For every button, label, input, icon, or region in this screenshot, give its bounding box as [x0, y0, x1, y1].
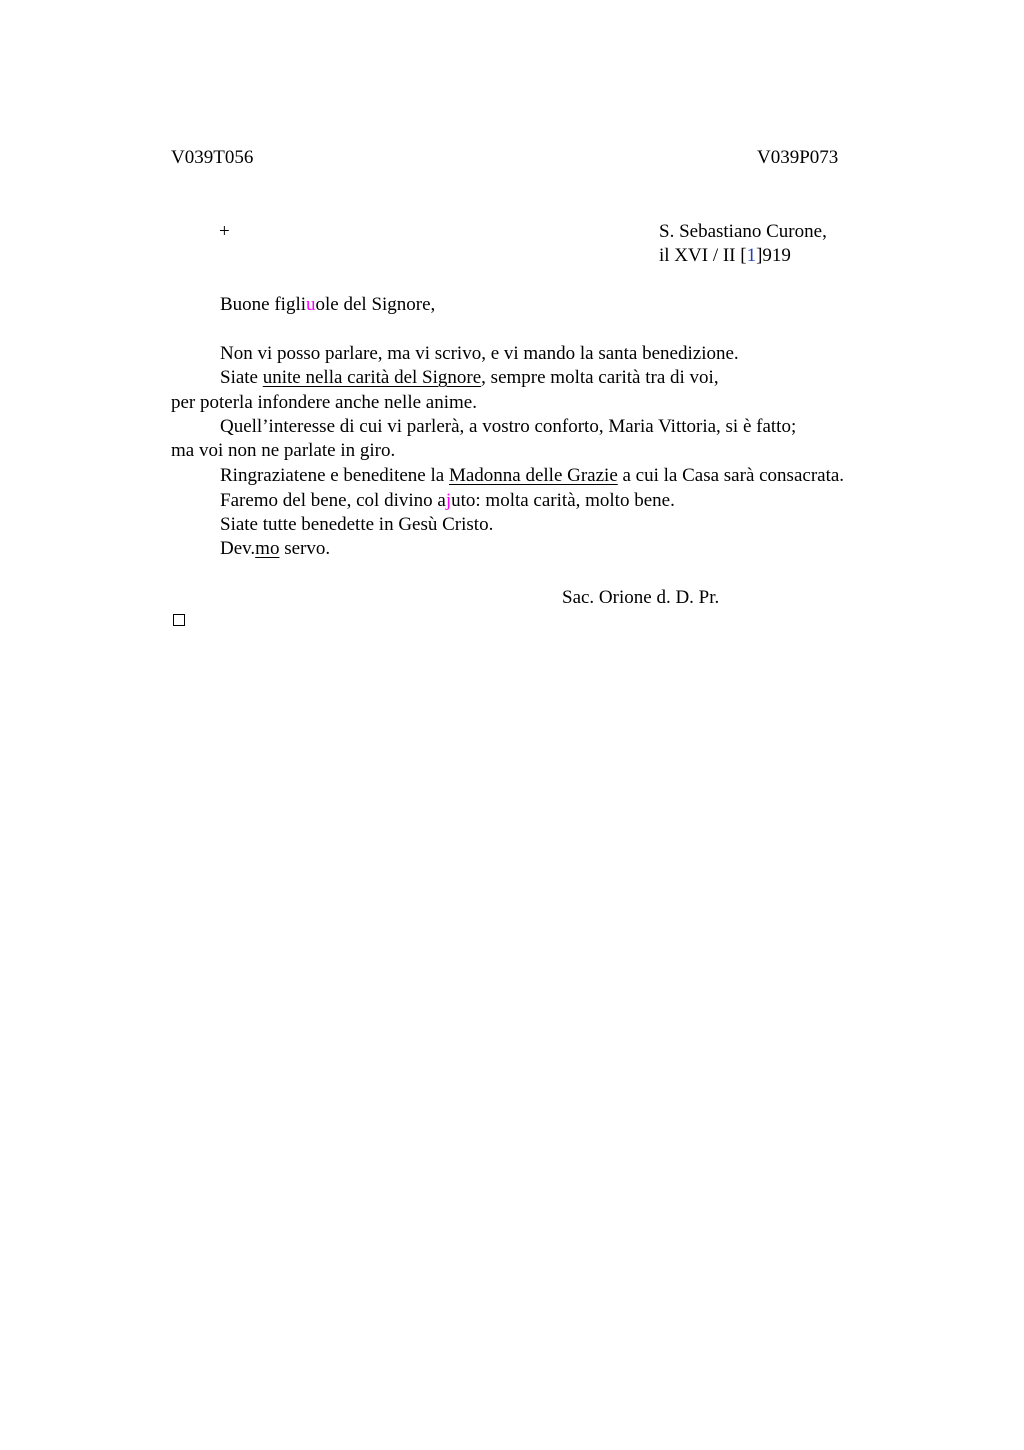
signature: Sac. Orione d. D. Pr. [562, 587, 720, 608]
line7-after: uto: molta carità, molto bene. [451, 490, 675, 511]
letter-place: S. Sebastiano Curone, [659, 221, 827, 242]
end-of-document-box [173, 614, 185, 626]
body-line-2 [220, 366, 719, 390]
body-line-1: Non vi posso parlare, ma vi scrivo, e vi mando la santa benedizione. [220, 343, 739, 364]
body-line-5: ma voi non ne parlate in giro. [171, 440, 396, 461]
closing-after: servo. [279, 538, 331, 559]
body-line-7 [220, 489, 675, 513]
closing-before: Dev. [220, 538, 256, 559]
body-line-3: per poterla infondere anche nelle anime. [171, 392, 477, 413]
line2-underlined: unite nella carità del Signore [262, 367, 482, 388]
closing-underlined: mo [255, 538, 280, 559]
salutation-before: Buone figli [220, 294, 307, 315]
header-right-code: V039P073 [757, 147, 839, 168]
body-line-4: Quell’interesse di cui vi parlerà, a vostro conforto, Maria Vittoria, si è fatto; [220, 416, 797, 437]
line2-after: , sempre molta carità tra di voi, [481, 367, 719, 388]
line7-before: Faremo del bene, col divino a [220, 490, 446, 511]
date-insert: 1 [746, 245, 757, 266]
line6-after: a cui la Casa sarà consacrata. [617, 465, 845, 486]
header-left-code: V039T056 [171, 147, 254, 168]
salutation-highlight: u [306, 294, 316, 315]
body-line-6 [220, 464, 844, 488]
letter-date [659, 244, 791, 268]
line6-before: Ringraziatene e beneditene la [220, 465, 449, 486]
line7-highlight: j [445, 490, 452, 511]
date-prefix: il XVI / II [ [659, 245, 747, 266]
body-line-8: Siate tutte benedette in Gesù Cristo. [220, 514, 494, 535]
line2-before: Siate [220, 367, 263, 388]
salutation-after: ole del Signore, [315, 294, 436, 315]
salutation [220, 293, 435, 317]
date-suffix: ]919 [756, 245, 791, 266]
cross-mark: + [219, 221, 230, 242]
closing-line [220, 537, 330, 561]
line6-underlined: Madonna delle Grazie [448, 465, 618, 486]
